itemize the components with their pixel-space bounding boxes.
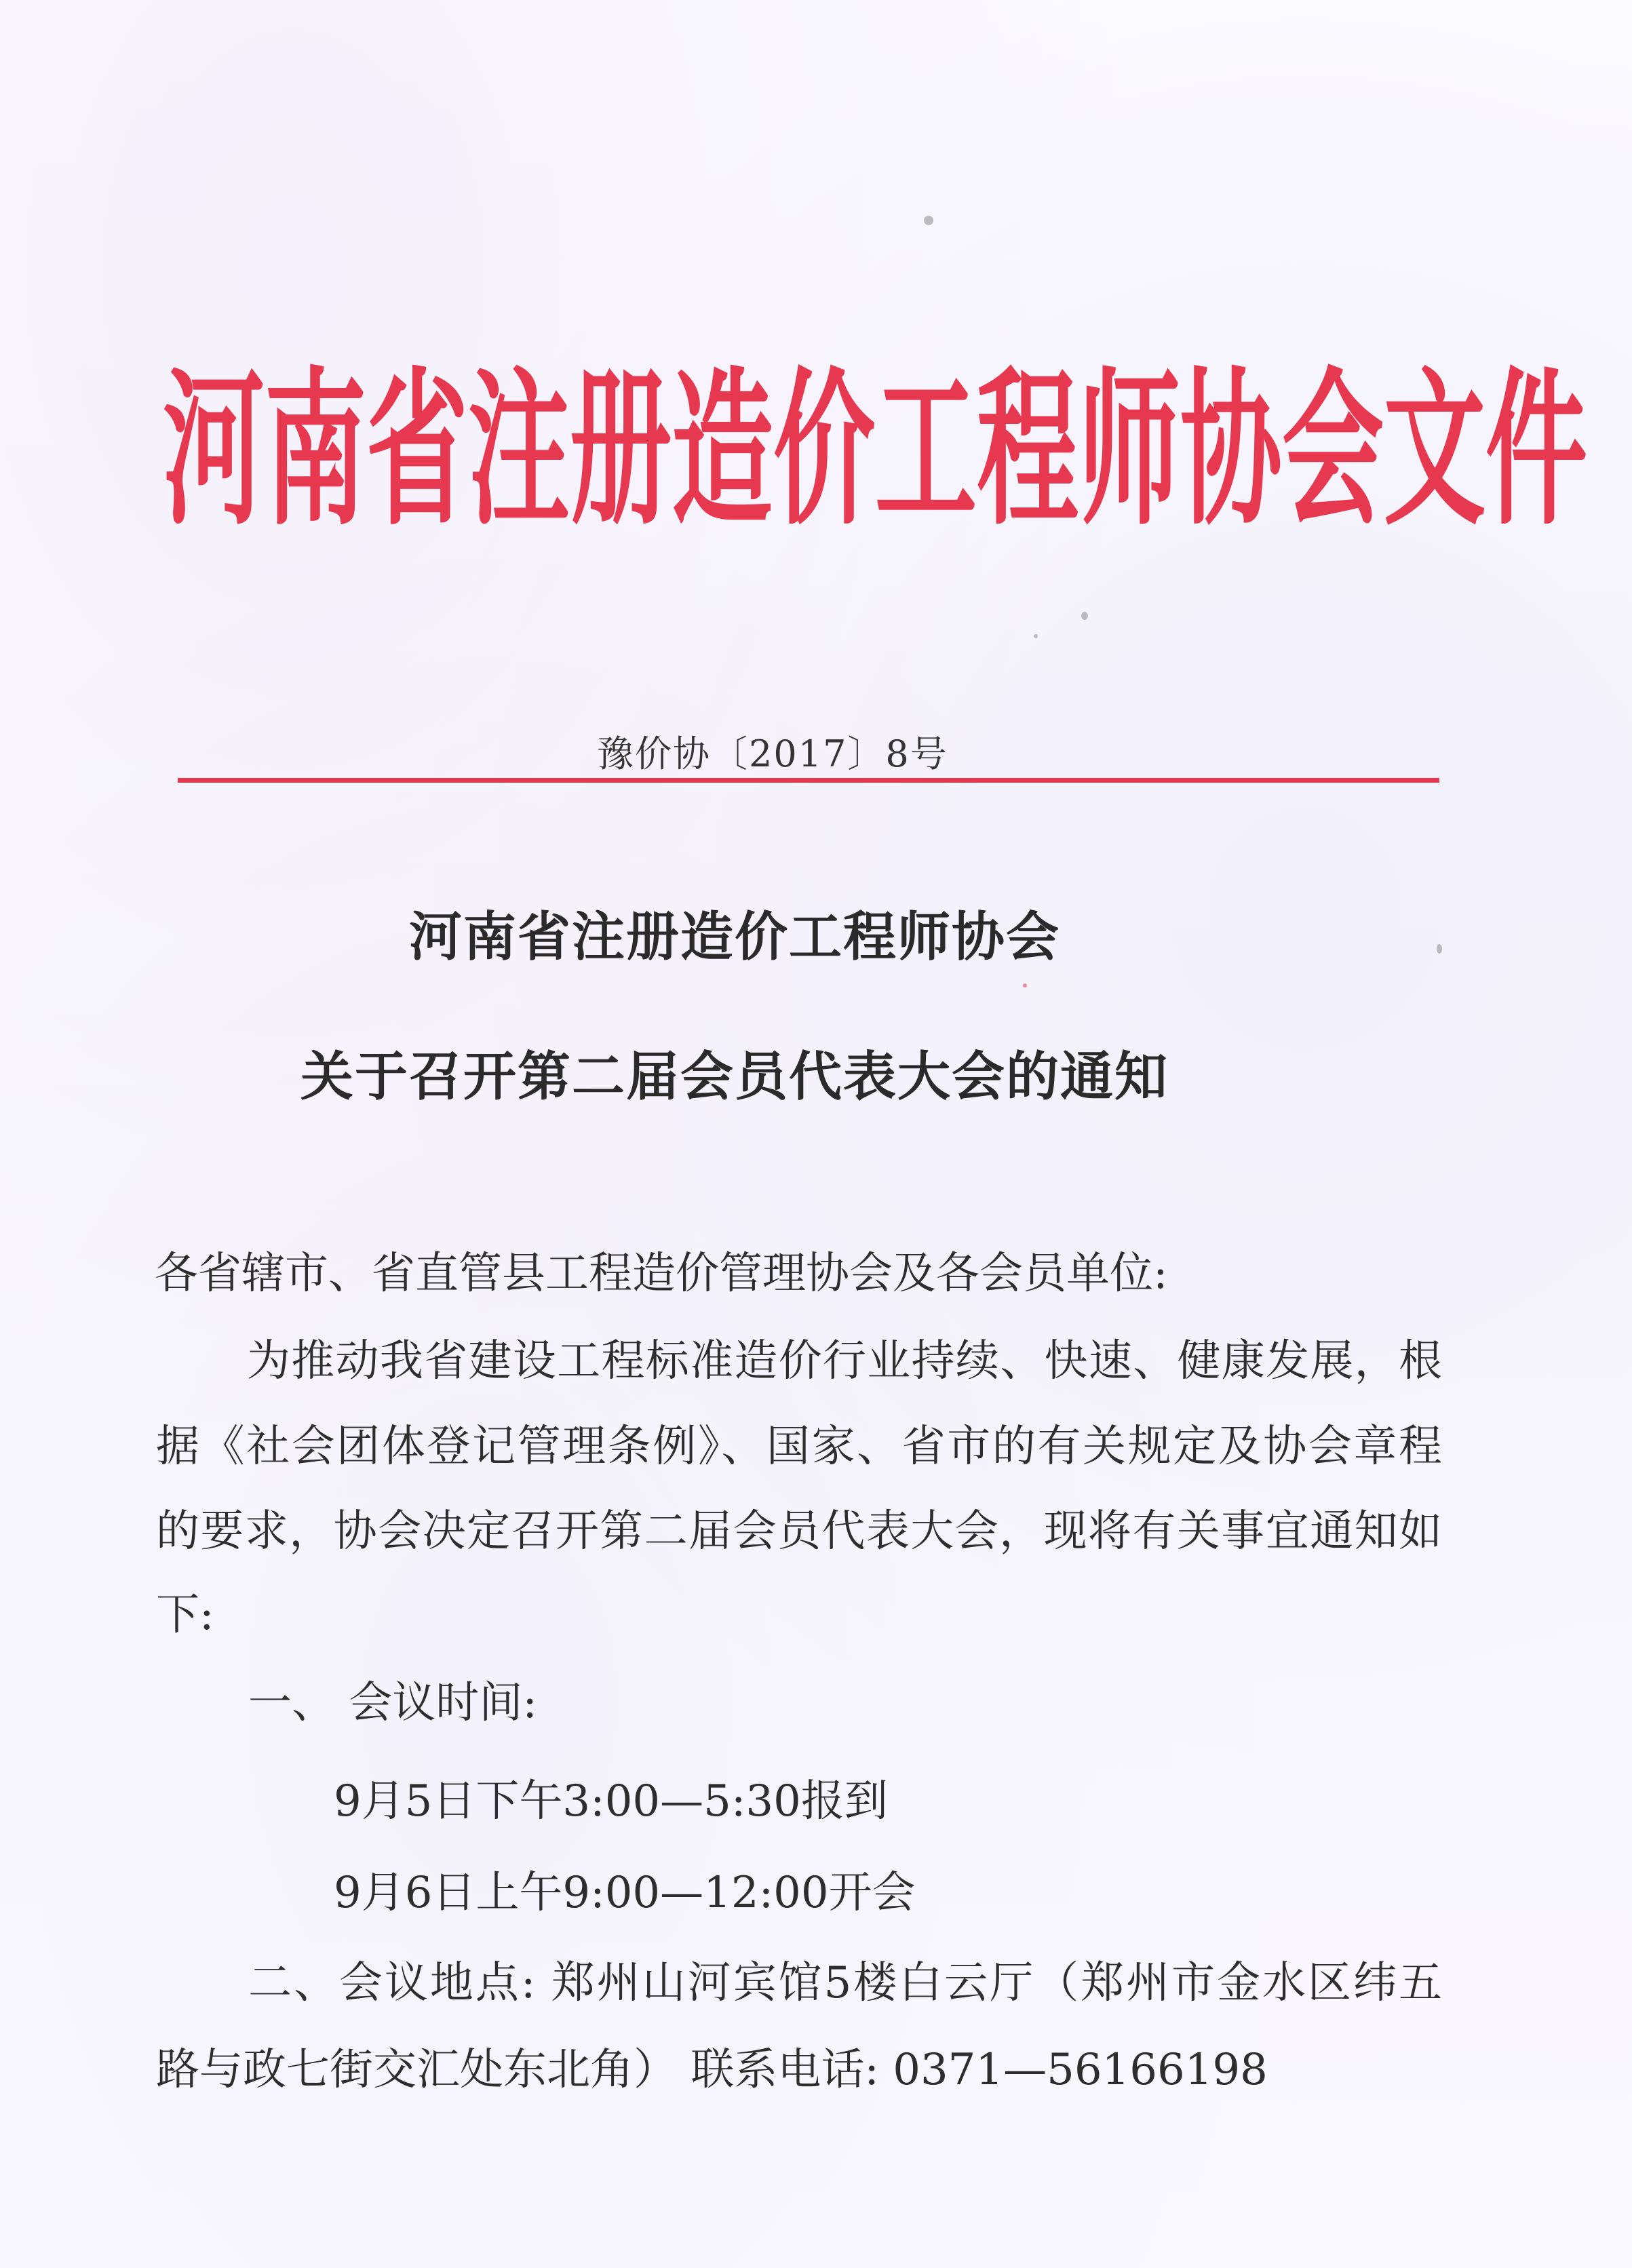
paragraph-1-line-4: 下: [156, 1590, 214, 1640]
scan-speck [1023, 983, 1027, 988]
scan-speck [924, 216, 933, 225]
notice-title-line-1: 河南省注册造价工程师协会 [408, 907, 1060, 968]
section-2-line-1: 二、会议地点: 郑州山河宾馆5楼白云厅（郑州市金水区纬五 [248, 1958, 1442, 2008]
section-1-item-1: 9月5日下午3:00—5:30报到 [334, 1776, 888, 1826]
scan-speck [1034, 634, 1038, 638]
issuer-header-title: 河南省注册造价工程师协会文件 [163, 353, 1588, 549]
section-1-item-2: 9月6日上午9:00—12:00开会 [334, 1868, 916, 1918]
paragraph-1-line-3: 的要求，协会决定召开第二届会员代表大会，现将有关事宜通知如 [156, 1506, 1442, 1557]
section-2-line-2: 路与政七街交汇处东北角） 联系电话: 0371—56166198 [156, 2045, 1268, 2095]
paragraph-1-line-1: 为推动我省建设工程标准造价行业持续、快速、健康发展，根 [247, 1336, 1442, 1386]
salutation: 各省辖市、省直管县工程造价管理协会及各会员单位: [155, 1249, 1168, 1299]
header-red-divider [178, 778, 1439, 783]
notice-title-line-2: 关于召开第二届会员代表大会的通知 [300, 1047, 1169, 1108]
paragraph-1-line-2: 据《社会团体登记管理条例》、国家、省市的有关规定及协会章程 [156, 1422, 1442, 1472]
document-number: 豫价协〔2017〕8号 [597, 732, 948, 775]
section-1-heading: 一、 会议时间: [248, 1678, 537, 1728]
